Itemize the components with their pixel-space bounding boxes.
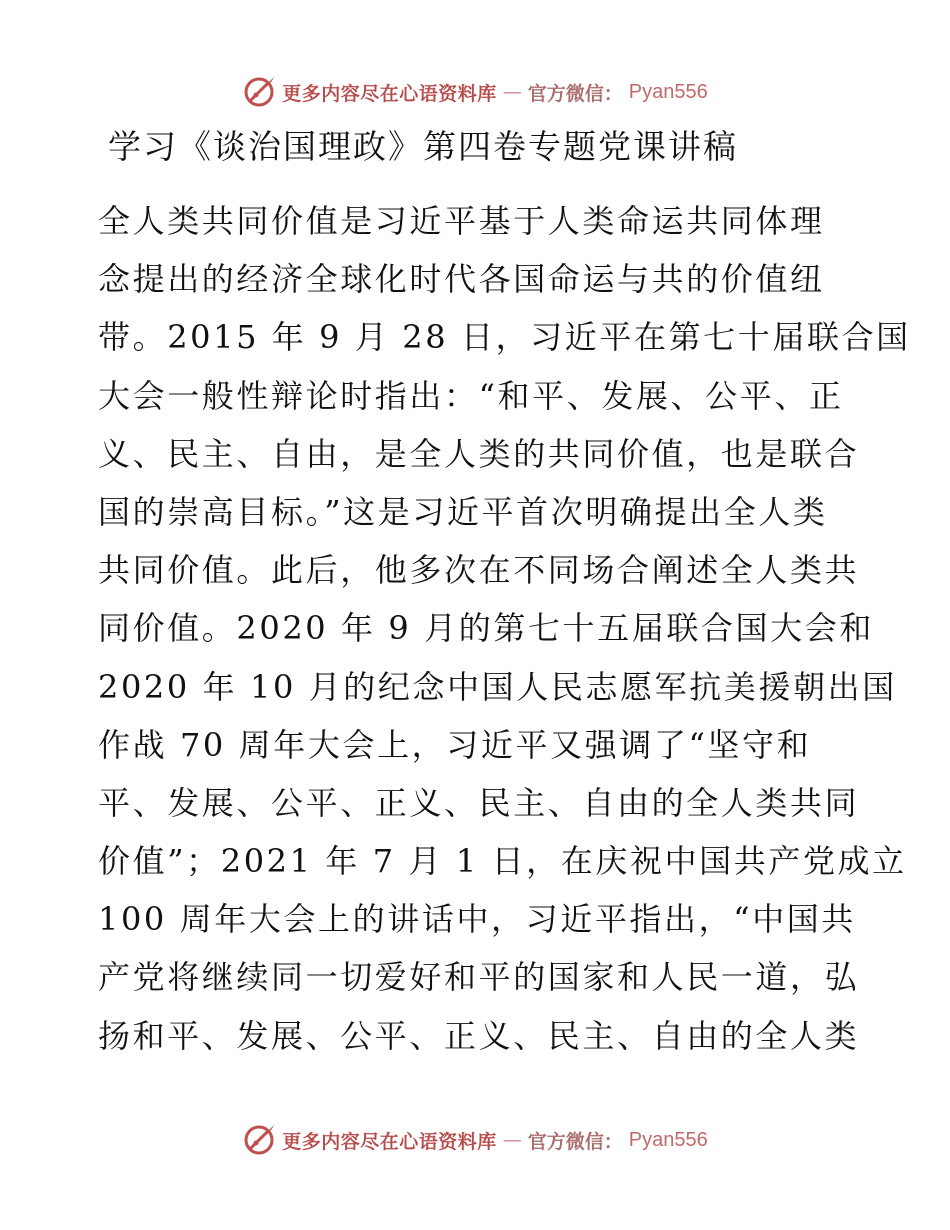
quill-logo-icon [242, 1123, 276, 1157]
watermark-official-label: 官方微信： [527, 82, 623, 105]
watermark-separator: — [502, 1129, 522, 1151]
watermark-site-text: 更多内容尽在心语资料库 [282, 1130, 497, 1153]
body-line: 义、民主、自由，是全人类的共同价值，也是联合 [98, 434, 860, 473]
document-body [98, 192, 911, 1065]
quill-logo-icon [242, 75, 276, 109]
watermark-wechat-id: Pyan556 [628, 80, 708, 103]
watermark-separator: — [502, 81, 522, 103]
body-line: 大会一般性辩论时指出：“和平、发展、公平、正 [98, 376, 844, 415]
body-line: 扬和平、发展、公平、正义、民主、自由的全人类 [98, 1016, 860, 1055]
body-line: 共同价值。此后，他多次在不同场合阐述全人类共 [98, 551, 860, 590]
body-line: 100 周年大会上的讲话中，习近平指出，“中国共 [98, 900, 857, 939]
body-line: 全人类共同价值是习近平基于人类命运共同体理 [98, 202, 825, 240]
body-line: 2020 年 10 月的纪念中国人民志愿军抗美援朝出国 [98, 667, 897, 706]
footer-watermark [0, 1120, 950, 1160]
body-line: 国的崇高目标。”这是习近平首次明确提出全人类 [98, 492, 828, 531]
watermark-official-label: 官方微信： [527, 1130, 623, 1153]
document-title: 学习《谈治国理政》第四卷专题党课讲稿 [108, 127, 738, 166]
header-watermark [0, 72, 950, 112]
body-line: 平、发展、公平、正义、民主、自由的全人类共同 [98, 783, 860, 822]
body-line: 产党将继续同一切爱好和平的国家和人民一道，弘 [98, 958, 860, 997]
body-line: 念提出的经济全球化时代各国命运与共的价值纽 [98, 260, 825, 299]
body-line: 作战 70 周年大会上，习近平又强调了“坚守和 [98, 725, 812, 764]
watermark-site-text: 更多内容尽在心语资料库 [282, 82, 497, 105]
watermark-wechat-id: Pyan556 [628, 1128, 708, 1151]
body-line: 价值”；2021 年 7 月 1 日，在庆祝中国共产党成立 [98, 842, 907, 881]
body-line: 同价值。2020 年 9 月的第七十五届联合国大会和 [98, 609, 874, 648]
body-line: 带。2015 年 9 月 28 日，习近平在第七十届联合国 [98, 318, 911, 357]
